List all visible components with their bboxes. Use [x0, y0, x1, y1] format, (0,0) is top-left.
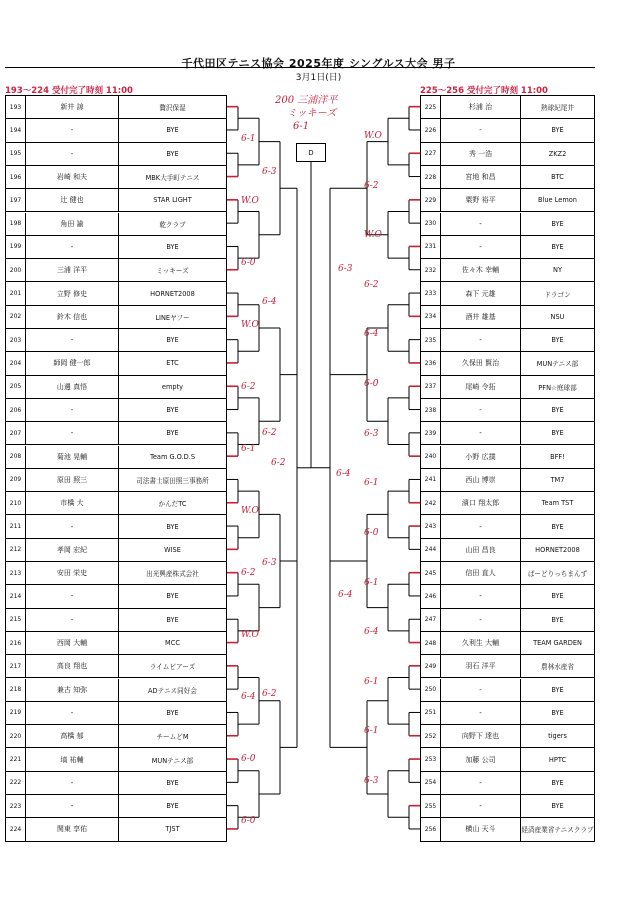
player-number: 230 [421, 213, 441, 235]
player-team: BYE [551, 336, 564, 345]
player-number: 238 [421, 399, 441, 421]
player-number: 233 [421, 282, 441, 304]
player-name: 宮地 和昌 [441, 166, 521, 188]
player-team: BYE [551, 615, 564, 624]
player-number: 235 [421, 329, 441, 351]
player-name: - [441, 585, 521, 607]
player-name: - [441, 609, 521, 631]
player-name: 向野下 達也 [441, 725, 521, 747]
player-number: 239 [421, 422, 441, 444]
player-name: - [441, 679, 521, 701]
player-number: 249 [421, 655, 441, 677]
score-left-r2: 6-2 [241, 381, 256, 392]
annotation-line-3: 6-1 [293, 121, 310, 132]
player-number: 220 [6, 725, 26, 747]
player-team: TM7 [550, 475, 565, 484]
score-right-r2: W.O [364, 130, 382, 141]
player-name: 小野 広撲 [441, 446, 521, 468]
player-name: - [26, 329, 119, 351]
score-right-r2: 6-4 [364, 329, 379, 340]
player-number: 212 [6, 539, 26, 561]
event-date: 3月1日(日) [295, 73, 342, 83]
score-right-r2: 6-3 [364, 776, 379, 787]
player-name: 角田 諭 [26, 213, 119, 235]
player-name: - [26, 119, 119, 141]
player-team: かんだTC [158, 500, 187, 509]
score-right-r3: 6-3 [338, 263, 353, 274]
player-team: ZKZ2 [548, 149, 567, 158]
player-team: BYE [551, 778, 564, 787]
page-title: 千代田区テニス協会 2025年度 シングルス大会 男子 [181, 57, 456, 70]
player-team: 出光興産株式会社 [146, 570, 199, 579]
player-team: BYE [166, 126, 179, 135]
player-team: ライムビアーズ [149, 663, 196, 672]
player-number: 201 [6, 282, 26, 304]
score-left-r2: W.O [241, 319, 259, 330]
score-right-r2: 6-1 [364, 577, 379, 588]
right-block-header: 225～256 受付完了時刻 11:00 [420, 86, 548, 96]
player-number: 248 [421, 632, 441, 654]
score-right-r2: 6-1 [364, 726, 379, 737]
player-team: PFN☆庭球部 [538, 383, 577, 392]
score-left-r2: 6-2 [241, 567, 256, 578]
player-team: BFF! [550, 452, 565, 461]
player-team: BYE [166, 149, 179, 158]
player-team: tigers [548, 732, 567, 741]
player-name: - [26, 585, 119, 607]
player-team: BYE [166, 708, 179, 717]
player-team: BYE [166, 802, 179, 811]
player-name: - [441, 213, 521, 235]
player-number: 217 [6, 655, 26, 677]
player-team: Team TST [541, 499, 574, 508]
player-number: 222 [6, 772, 26, 794]
player-team: BYE [551, 522, 564, 531]
player-team: BYE [551, 242, 564, 251]
player-name: - [26, 143, 119, 165]
player-name: 岩崎 和夫 [26, 166, 119, 188]
player-team: STAR LIGHT [153, 196, 192, 205]
player-team: 贅沢保湿 [159, 104, 186, 113]
player-number: 240 [421, 446, 441, 468]
final-box: D [296, 143, 326, 162]
player-team: 司法書士原田照三事務所 [136, 476, 209, 485]
player-team: BTC [551, 173, 564, 182]
player-number: 218 [6, 679, 26, 701]
player-number: 219 [6, 702, 26, 724]
player-name: 市橋 大 [26, 492, 119, 514]
score-left-r2: W.O [241, 629, 259, 640]
player-number: 231 [421, 236, 441, 258]
player-team: ADテニス同好会 [148, 686, 197, 695]
player-name: 秀 一浩 [441, 143, 521, 165]
player-number: 250 [421, 679, 441, 701]
player-number: 252 [421, 725, 441, 747]
player-number: 208 [6, 446, 26, 468]
player-team: empty [161, 382, 184, 391]
player-team: チームどM [156, 733, 189, 742]
player-team: BYE [551, 708, 564, 717]
player-team: MUNテニス部 [151, 756, 194, 765]
player-number: 253 [421, 748, 441, 770]
player-name: 孝岡 宏紀 [26, 539, 119, 561]
left-block-header: 193～224 受付完了時刻 11:00 [5, 86, 133, 96]
player-name: - [26, 515, 119, 537]
score-left-r3: 6-4 [262, 297, 277, 308]
annotation-line-2: ミッキーズ [287, 108, 337, 119]
player-name: 西山 博崇 [441, 469, 521, 491]
player-name: 関東 享佑 [26, 818, 119, 840]
player-number: 224 [6, 818, 26, 840]
player-team: BYE [551, 126, 564, 135]
player-team: BYE [166, 242, 179, 251]
score-left-r3: 6-2 [262, 427, 277, 438]
player-team: HORNET2008 [535, 545, 580, 554]
player-team: BYE [551, 406, 564, 415]
player-team: BYE [551, 592, 564, 601]
score-left-r3: 6-3 [262, 558, 277, 569]
player-team: TJST [165, 825, 180, 834]
score-left-r2: 6-0 [241, 257, 256, 268]
player-team: NSU [550, 312, 565, 321]
player-number: 215 [6, 609, 26, 631]
player-number: 213 [6, 562, 26, 584]
player-name: 山邊 真悟 [26, 376, 119, 398]
player-team: MBK大手町テニス [145, 174, 200, 183]
player-name: 信田 直人 [441, 562, 521, 584]
player-number: 225 [421, 96, 441, 118]
player-number: 223 [6, 795, 26, 817]
score-right-r3: 6-4 [338, 589, 353, 600]
player-name: - [26, 422, 119, 444]
player-name: 加藤 公司 [441, 748, 521, 770]
player-name: 菊池 晃輔 [26, 446, 119, 468]
score-left-r2: 6-1 [241, 443, 256, 454]
player-team: BYE [166, 592, 179, 601]
player-team: ドラゴン [544, 290, 571, 299]
score-left-r2: 6-0 [241, 815, 256, 826]
player-name: 塙 祐輔 [26, 748, 119, 770]
player-number: 203 [6, 329, 26, 351]
player-number: 221 [6, 748, 26, 770]
player-name: 森下 元雄 [441, 282, 521, 304]
player-name: 久利生 大輔 [441, 632, 521, 654]
player-team: BYE [166, 778, 179, 787]
player-number: 229 [421, 189, 441, 211]
player-number: 214 [6, 585, 26, 607]
player-name: 辻 健也 [26, 189, 119, 211]
player-name: - [26, 236, 119, 258]
player-team: BYE [166, 615, 179, 624]
player-team: HORNET2008 [150, 289, 195, 298]
player-team: ミッキーズ [156, 267, 189, 276]
player-name: 三浦 洋平 [26, 259, 119, 281]
score-right-r2: 6-2 [364, 279, 379, 290]
player-team: BYE [166, 406, 179, 415]
player-team: BYE [551, 219, 564, 228]
player-team: HPTC [548, 755, 567, 764]
player-number: 228 [421, 166, 441, 188]
player-team: Team G.O.D.S [149, 452, 196, 461]
player-number: 193 [6, 96, 26, 118]
player-number: 207 [6, 422, 26, 444]
player-name: 安田 栄史 [26, 562, 119, 584]
player-name: 兼古 知弥 [26, 679, 119, 701]
player-team: 経済産業省テニスクラブ [521, 826, 594, 835]
player-name: 高橋 郁 [26, 725, 119, 747]
score-left-r2: 6-0 [241, 753, 256, 764]
player-number: 232 [421, 259, 441, 281]
player-name: - [26, 795, 119, 817]
player-name: 粟野 裕平 [441, 189, 521, 211]
player-number: 256 [421, 818, 441, 840]
player-number: 198 [6, 213, 26, 235]
player-name: - [26, 772, 119, 794]
player-team: BYE [166, 522, 179, 531]
player-team: MCC [165, 639, 180, 648]
player-name: 久保田 賢治 [441, 352, 521, 374]
score-right-r4: 6-4 [336, 468, 351, 479]
player-name: 尾崎 令拓 [441, 376, 521, 398]
player-number: 255 [421, 795, 441, 817]
score-left-r2: 6-4 [241, 691, 256, 702]
player-team: BYE [551, 802, 564, 811]
player-name: 濱口 翔太郎 [441, 492, 521, 514]
player-number: 241 [421, 469, 441, 491]
player-name: - [441, 422, 521, 444]
player-team: MUNテニス部 [536, 360, 579, 369]
player-name: 山田 昌良 [441, 539, 521, 561]
player-team: 農林水産省 [541, 663, 574, 672]
player-name: - [441, 702, 521, 724]
player-name: 新井 諒 [26, 96, 119, 118]
score-right-r2: 6-1 [364, 676, 379, 687]
player-number: 236 [421, 352, 441, 374]
player-team: BYE [166, 336, 179, 345]
player-number: 194 [6, 119, 26, 141]
player-team: WISE [164, 545, 181, 554]
annotation-line-1: 200 三浦洋平 [275, 95, 338, 106]
player-number: 254 [421, 772, 441, 794]
player-number: 216 [6, 632, 26, 654]
player-team: NY [553, 266, 562, 275]
player-team: BYE [551, 429, 564, 438]
score-right-r2: 6-0 [364, 379, 379, 390]
player-number: 197 [6, 189, 26, 211]
player-name: 鈴木 信也 [26, 306, 119, 328]
player-name: - [441, 399, 521, 421]
player-name: - [26, 399, 119, 421]
player-name: - [26, 609, 119, 631]
player-name: - [441, 795, 521, 817]
player-team: Blue Lemon [538, 196, 577, 205]
player-number: 206 [6, 399, 26, 421]
score-right-r2: W.O [364, 230, 382, 241]
player-number: 244 [421, 539, 441, 561]
player-team: ぱーどりっちまんず [527, 570, 588, 579]
score-left-r3: 6-2 [262, 688, 277, 699]
player-name: - [441, 772, 521, 794]
player-name: - [441, 329, 521, 351]
player-number: 226 [421, 119, 441, 141]
score-left-r3: 6-3 [262, 166, 277, 177]
score-left-r2: W.O [241, 195, 259, 206]
player-name: 立野 修史 [26, 282, 119, 304]
player-name: 酒井 雄基 [441, 306, 521, 328]
player-name: 羽石 洋平 [441, 655, 521, 677]
score-right-r2: 6-2 [364, 180, 379, 191]
player-name: 佐々木 幸輔 [441, 259, 521, 281]
score-right-r2: 6-3 [364, 428, 379, 439]
player-number: 251 [421, 702, 441, 724]
player-team: TEAM GARDEN [533, 639, 582, 648]
player-number: 204 [6, 352, 26, 374]
player-team: ETC [166, 359, 179, 368]
player-number: 195 [6, 143, 26, 165]
player-team: 乾クラブ [159, 220, 186, 229]
player-number: 199 [6, 236, 26, 258]
player-number: 205 [6, 376, 26, 398]
player-team: BYE [166, 429, 179, 438]
player-name: 師岡 健一郎 [26, 352, 119, 374]
score-right-r2: 6-4 [364, 627, 379, 638]
player-number: 196 [6, 166, 26, 188]
player-number: 227 [421, 143, 441, 165]
player-number: 211 [6, 515, 26, 537]
player-number: 234 [421, 306, 441, 328]
player-team: LINEヤフー [155, 313, 190, 322]
player-name: - [441, 119, 521, 141]
player-number: 246 [421, 585, 441, 607]
player-team: BYE [551, 685, 564, 694]
handwritten-annotation [275, 94, 337, 133]
player-number: 242 [421, 492, 441, 514]
player-name: 原田 照三 [26, 469, 119, 491]
player-number: 202 [6, 306, 26, 328]
player-number: 243 [421, 515, 441, 537]
score-left-r2: W.O [241, 505, 259, 516]
player-number: 210 [6, 492, 26, 514]
player-name: 西岡 大輔 [26, 632, 119, 654]
score-right-r2: 6-0 [364, 527, 379, 538]
score-left-r2: 6-1 [241, 133, 256, 144]
score-left-r4: 6-2 [271, 458, 286, 469]
player-name: 高良 翔也 [26, 655, 119, 677]
player-number: 209 [6, 469, 26, 491]
player-name: 杉浦 治 [441, 96, 521, 118]
player-name: - [26, 702, 119, 724]
player-name: - [441, 515, 521, 537]
score-right-r2: 6-1 [364, 478, 379, 489]
player-number: 247 [421, 609, 441, 631]
player-name: 横山 天斗 [441, 818, 521, 840]
player-name: - [441, 236, 521, 258]
player-number: 245 [421, 562, 441, 584]
player-number: 237 [421, 376, 441, 398]
player-number: 200 [6, 259, 26, 281]
player-team: 熱球紀尾井 [541, 104, 574, 113]
